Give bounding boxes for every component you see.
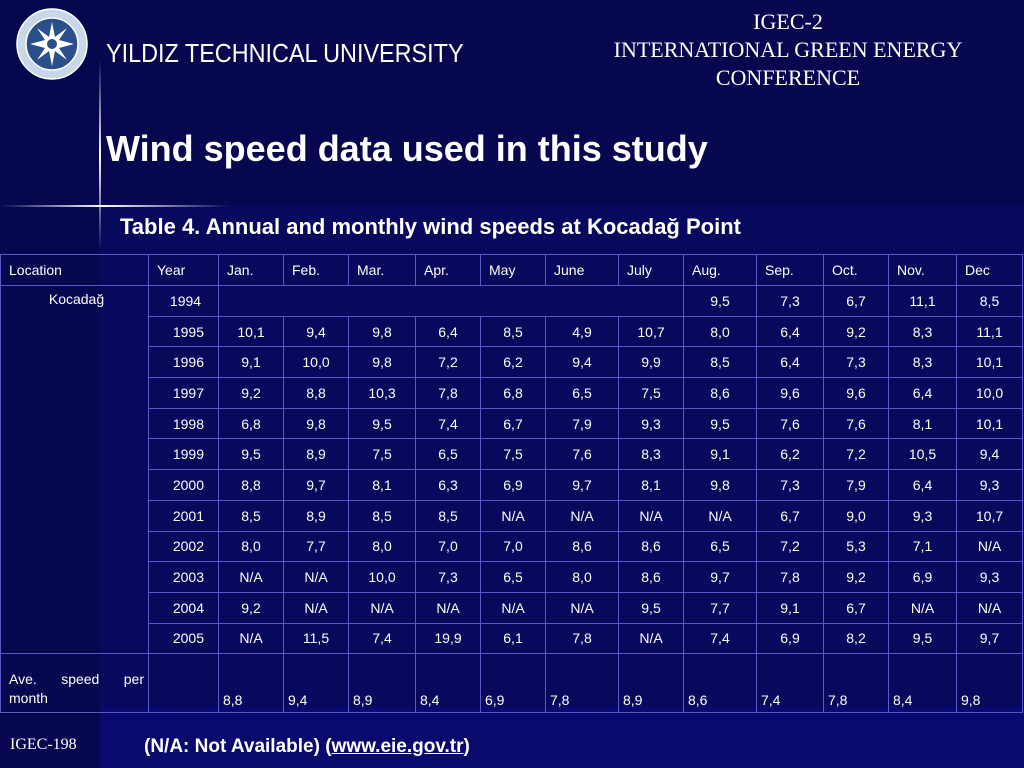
value-cell: 7,1: [889, 531, 957, 562]
year-cell: 2002: [149, 531, 219, 562]
value-cell: 8,9: [284, 500, 349, 531]
value-cell: 8,5: [416, 500, 481, 531]
value-cell: 9,3: [619, 408, 684, 439]
table-row: [1, 439, 1023, 470]
value-cell: N/A: [219, 623, 284, 654]
slide-id: IGEC-198: [10, 736, 77, 753]
column-header: Dec: [957, 255, 1023, 286]
table-row: [1, 286, 1023, 317]
value-cell: N/A: [889, 592, 957, 623]
value-cell: 8,6: [684, 378, 757, 409]
value-cell: 6,3: [416, 470, 481, 501]
year-cell: 1994: [149, 286, 219, 317]
value-cell: 8,6: [546, 531, 619, 562]
value-cell: 6,8: [481, 378, 546, 409]
value-cell: 9,1: [684, 439, 757, 470]
value-cell: 9,2: [824, 316, 889, 347]
value-cell: N/A: [284, 562, 349, 593]
value-cell: 6,1: [481, 623, 546, 654]
value-cell: 8,6: [619, 562, 684, 593]
table-row: [1, 531, 1023, 562]
average-value-cell: 8,9: [619, 654, 684, 713]
university-name: YILDIZ TECHNICAL UNIVERSITY: [106, 38, 464, 68]
value-cell: 6,8: [219, 408, 284, 439]
value-cell: 9,1: [757, 592, 824, 623]
value-cell: 8,0: [219, 531, 284, 562]
table-row: [1, 623, 1023, 654]
value-cell: 8,6: [619, 531, 684, 562]
value-cell: 6,7: [824, 592, 889, 623]
value-cell: 10,7: [619, 316, 684, 347]
value-cell: 19,9: [416, 623, 481, 654]
value-cell: 7,4: [349, 623, 416, 654]
table-header-row: [1, 255, 1023, 286]
value-cell: 9,5: [684, 408, 757, 439]
conference-line: INTERNATIONAL GREEN ENERGY: [613, 37, 963, 62]
value-cell: 9,8: [349, 316, 416, 347]
value-cell: N/A: [619, 623, 684, 654]
value-cell: 7,5: [619, 378, 684, 409]
empty-cell: [149, 654, 219, 713]
value-cell: 8,3: [889, 316, 957, 347]
value-cell: 11,5: [284, 623, 349, 654]
table-row: [1, 408, 1023, 439]
value-cell: 10,0: [957, 378, 1023, 409]
value-cell: 6,4: [416, 316, 481, 347]
value-cell: 9,2: [824, 562, 889, 593]
average-value-cell: 8,4: [416, 654, 481, 713]
value-cell: N/A: [684, 500, 757, 531]
table-row: [1, 347, 1023, 378]
value-cell: 9,2: [219, 592, 284, 623]
column-header: Year: [149, 255, 219, 286]
value-cell: 9,5: [619, 592, 684, 623]
value-cell: 9,4: [284, 316, 349, 347]
value-cell: 5,3: [824, 531, 889, 562]
column-header: Jan.: [219, 255, 284, 286]
value-cell: 11,1: [889, 286, 957, 317]
table-row: [1, 562, 1023, 593]
value-cell: 8,5: [219, 500, 284, 531]
value-cell: 8,5: [684, 347, 757, 378]
value-cell: 8,9: [284, 439, 349, 470]
value-cell: 7,9: [546, 408, 619, 439]
column-header: Feb.: [284, 255, 349, 286]
university-logo-icon: [16, 8, 88, 80]
year-cell: 1998: [149, 408, 219, 439]
average-value-cell: 9,8: [957, 654, 1023, 713]
value-cell: 7,0: [481, 531, 546, 562]
value-cell: 6,9: [481, 470, 546, 501]
table-row: [1, 500, 1023, 531]
value-cell: N/A: [349, 592, 416, 623]
value-cell: 8,0: [684, 316, 757, 347]
location-cell: Kocadağ: [1, 286, 149, 654]
value-cell: 8,3: [619, 439, 684, 470]
column-header: June: [546, 255, 619, 286]
value-cell: 6,9: [889, 562, 957, 593]
value-cell: N/A: [481, 592, 546, 623]
table-row: [1, 470, 1023, 501]
year-cell: 2001: [149, 500, 219, 531]
value-cell: 8,1: [889, 408, 957, 439]
value-cell: N/A: [284, 592, 349, 623]
value-cell: 7,8: [546, 623, 619, 654]
value-cell: 7,2: [824, 439, 889, 470]
value-cell: 6,4: [889, 470, 957, 501]
year-cell: 1995: [149, 316, 219, 347]
value-cell: 9,3: [957, 470, 1023, 501]
value-cell: 6,7: [481, 408, 546, 439]
value-cell: N/A: [546, 592, 619, 623]
value-cell: 8,1: [619, 470, 684, 501]
value-cell: 8,1: [349, 470, 416, 501]
average-value-cell: 9,4: [284, 654, 349, 713]
value-cell: 8,8: [284, 378, 349, 409]
column-header: Sep.: [757, 255, 824, 286]
value-cell: 7,6: [546, 439, 619, 470]
value-cell: 9,5: [684, 286, 757, 317]
year-cell: 2000: [149, 470, 219, 501]
average-value-cell: 8,8: [219, 654, 284, 713]
footnote-prefix: (N/A: Not Available) (: [144, 736, 332, 757]
value-cell: 8,5: [957, 286, 1023, 317]
wind-speed-table: [0, 254, 1023, 713]
value-cell: 6,4: [757, 316, 824, 347]
value-cell: 11,1: [957, 316, 1023, 347]
value-cell: 9,1: [219, 347, 284, 378]
value-cell: 6,5: [546, 378, 619, 409]
value-cell: 7,2: [757, 531, 824, 562]
average-label: Ave. speed per month: [1, 654, 149, 713]
value-cell: 7,3: [757, 286, 824, 317]
value-cell: 9,8: [349, 347, 416, 378]
footnote: [144, 736, 470, 758]
average-value-cell: 7,4: [757, 654, 824, 713]
value-cell: 9,2: [219, 378, 284, 409]
value-cell: 9,5: [889, 623, 957, 654]
value-cell: 6,9: [757, 623, 824, 654]
column-header: May: [481, 255, 546, 286]
value-cell: 9,8: [684, 470, 757, 501]
value-cell: 7,7: [684, 592, 757, 623]
value-cell: 6,7: [824, 286, 889, 317]
value-cell: 7,4: [684, 623, 757, 654]
value-cell: 9,5: [219, 439, 284, 470]
value-cell: 9,3: [889, 500, 957, 531]
value-cell: 6,5: [684, 531, 757, 562]
value-cell: 9,8: [284, 408, 349, 439]
value-cell: 6,2: [757, 439, 824, 470]
value-cell: 10,1: [219, 316, 284, 347]
average-value-cell: 6,9: [481, 654, 546, 713]
value-cell: 10,7: [957, 500, 1023, 531]
value-cell: 7,7: [284, 531, 349, 562]
value-cell: 7,5: [481, 439, 546, 470]
value-cell: N/A: [546, 500, 619, 531]
value-cell: 10,0: [284, 347, 349, 378]
table-row: [1, 592, 1023, 623]
table-row: [1, 316, 1023, 347]
value-cell: 9,0: [824, 500, 889, 531]
value-cell: 6,4: [757, 347, 824, 378]
year-cell: 2004: [149, 592, 219, 623]
column-header: Mar.: [349, 255, 416, 286]
conference-title: [560, 8, 1016, 92]
value-cell: 7,0: [416, 531, 481, 562]
column-header: Nov.: [889, 255, 957, 286]
column-header: Oct.: [824, 255, 889, 286]
average-value-cell: 8,9: [349, 654, 416, 713]
value-cell: 7,3: [416, 562, 481, 593]
value-cell: N/A: [416, 592, 481, 623]
value-cell: 9,7: [284, 470, 349, 501]
average-value-cell: 7,8: [546, 654, 619, 713]
value-cell: 8,8: [219, 470, 284, 501]
average-row: [1, 654, 1023, 713]
eie-link[interactable]: www.eie.gov.tr: [331, 736, 464, 757]
value-cell: 10,5: [889, 439, 957, 470]
value-cell: 8,3: [889, 347, 957, 378]
value-cell: 6,4: [889, 378, 957, 409]
value-cell: 10,1: [957, 347, 1023, 378]
year-cell: 2005: [149, 623, 219, 654]
value-cell: 8,2: [824, 623, 889, 654]
value-cell: N/A: [957, 531, 1023, 562]
value-cell: 6,5: [416, 439, 481, 470]
year-cell: 1997: [149, 378, 219, 409]
value-cell: N/A: [481, 500, 546, 531]
column-header: Apr.: [416, 255, 481, 286]
value-cell: N/A: [619, 500, 684, 531]
column-header: Aug.: [684, 255, 757, 286]
decorative-horizontal-line: [0, 205, 230, 207]
table-row: [1, 378, 1023, 409]
value-cell: 9,3: [957, 562, 1023, 593]
value-cell: 10,3: [349, 378, 416, 409]
value-cell: 7,6: [824, 408, 889, 439]
average-value-cell: 7,8: [824, 654, 889, 713]
year-cell: 1996: [149, 347, 219, 378]
value-cell: 6,5: [481, 562, 546, 593]
column-header: Location: [1, 255, 149, 286]
value-cell: 10,0: [349, 562, 416, 593]
value-cell: 9,5: [349, 408, 416, 439]
slide-title: Wind speed data used in this study: [106, 128, 708, 169]
empty-cells: [219, 286, 684, 317]
value-cell: 7,6: [757, 408, 824, 439]
value-cell: 7,5: [349, 439, 416, 470]
value-cell: 9,7: [684, 562, 757, 593]
conference-line: IGEC-2: [753, 9, 823, 34]
year-cell: 2003: [149, 562, 219, 593]
value-cell: 8,0: [546, 562, 619, 593]
value-cell: 8,5: [349, 500, 416, 531]
conference-line: CONFERENCE: [715, 65, 861, 90]
value-cell: 9,4: [546, 347, 619, 378]
value-cell: 9,6: [757, 378, 824, 409]
value-cell: 6,2: [481, 347, 546, 378]
value-cell: 7,2: [416, 347, 481, 378]
value-cell: 6,7: [757, 500, 824, 531]
average-value-cell: 8,6: [684, 654, 757, 713]
year-cell: 1999: [149, 439, 219, 470]
value-cell: 7,3: [824, 347, 889, 378]
decorative-vertical-line: [99, 60, 101, 250]
value-cell: N/A: [957, 592, 1023, 623]
value-cell: 7,4: [416, 408, 481, 439]
value-cell: 7,8: [757, 562, 824, 593]
value-cell: 8,0: [349, 531, 416, 562]
value-cell: 7,8: [416, 378, 481, 409]
column-header: July: [619, 255, 684, 286]
value-cell: 9,4: [957, 439, 1023, 470]
value-cell: N/A: [219, 562, 284, 593]
value-cell: 9,7: [546, 470, 619, 501]
value-cell: 9,7: [957, 623, 1023, 654]
value-cell: 7,3: [757, 470, 824, 501]
value-cell: 4,9: [546, 316, 619, 347]
value-cell: 10,1: [957, 408, 1023, 439]
average-value-cell: 8,4: [889, 654, 957, 713]
value-cell: 8,5: [481, 316, 546, 347]
footnote-suffix: ): [463, 736, 470, 757]
table-caption: Table 4. Annual and monthly wind speeds at Kocadağ Point: [120, 214, 741, 239]
value-cell: 7,9: [824, 470, 889, 501]
value-cell: 9,6: [824, 378, 889, 409]
value-cell: 9,9: [619, 347, 684, 378]
